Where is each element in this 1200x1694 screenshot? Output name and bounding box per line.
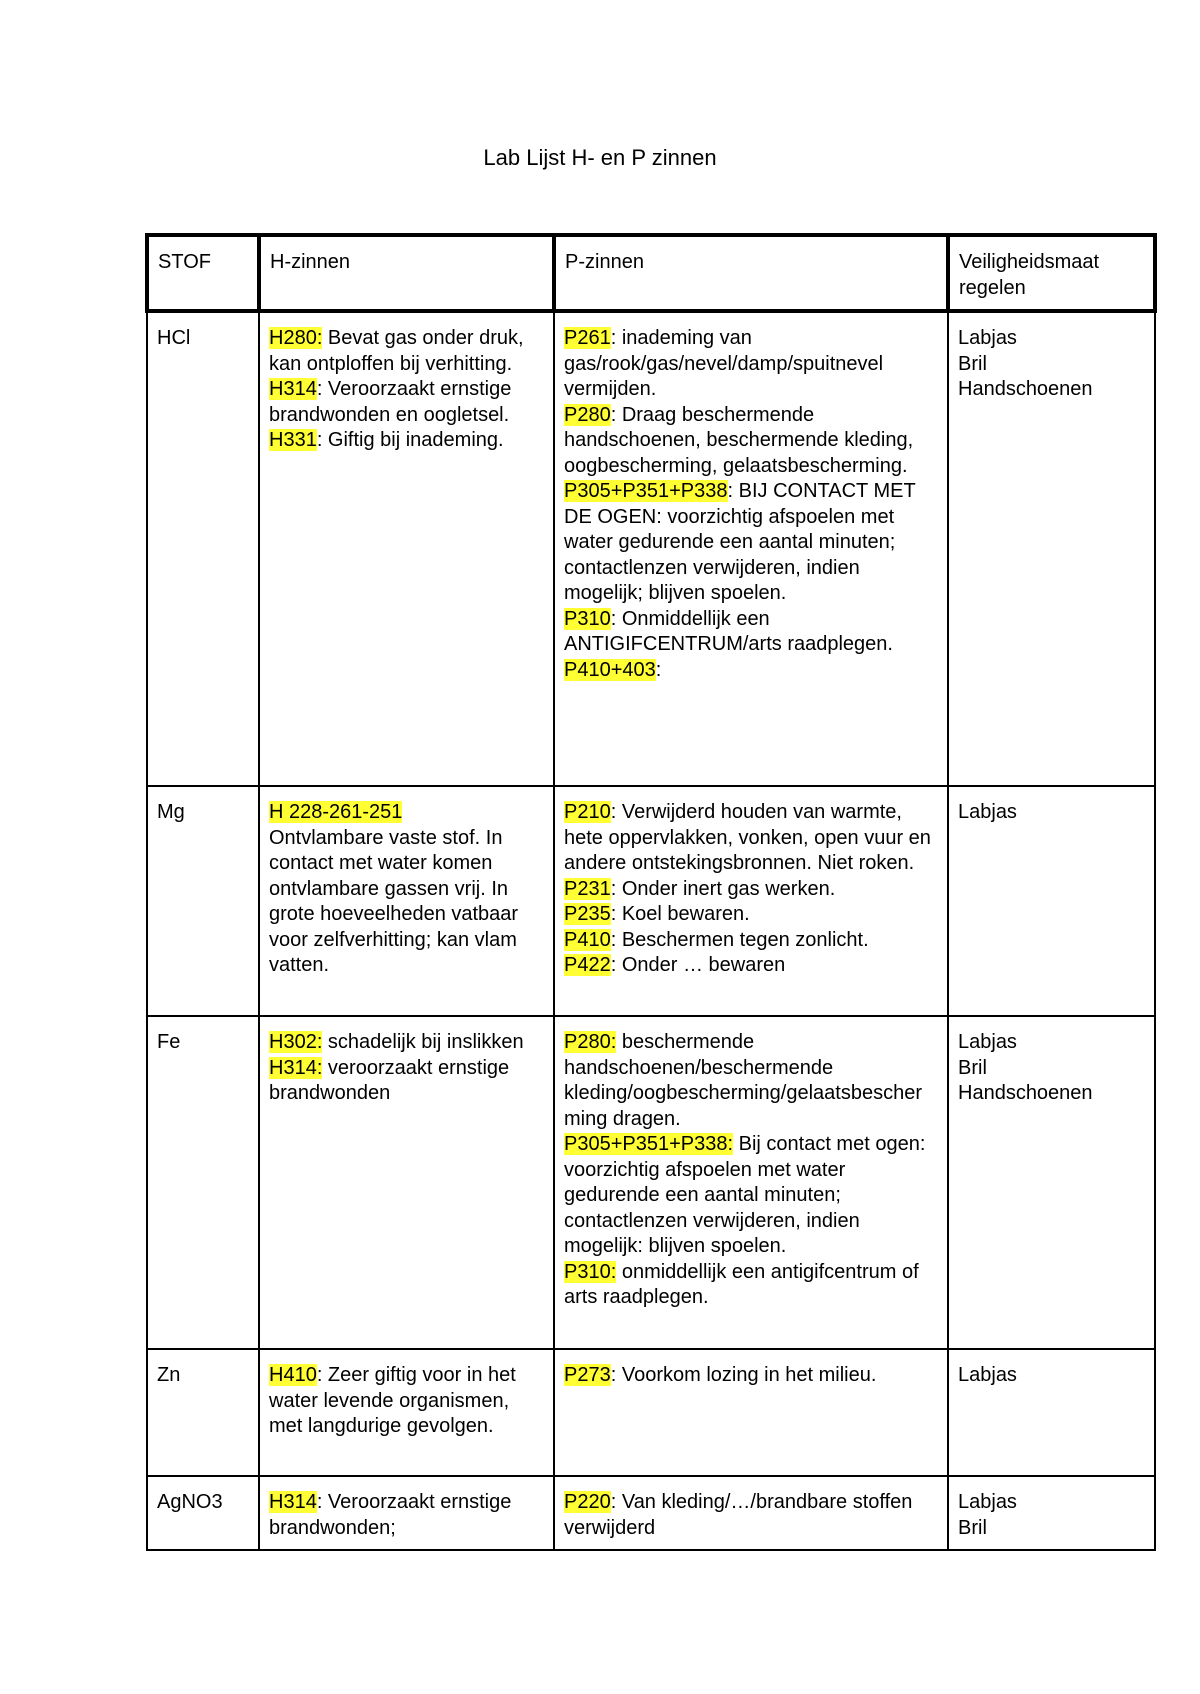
p-text: beschermende handschoenen/beschermende kleding/oogbescherming/gelaatsbescherming dragen. [564, 1031, 923, 1130]
p-code: P280 [564, 403, 611, 426]
maatregelen-cell [948, 1349, 1155, 1476]
p-zinnen-cell [554, 1349, 948, 1476]
p-code: P310 [564, 607, 611, 630]
table-row [147, 311, 1155, 786]
h-zinnen-cell [259, 1016, 554, 1349]
maatregel-item: Bril [958, 1056, 987, 1079]
h-code: H314 [269, 378, 317, 400]
p-code: P410 [564, 928, 611, 951]
document-title: Lab Lijst H- en P zinnen [483, 145, 717, 170]
stof-cell: Mg [147, 786, 259, 1016]
h-code: H410 [269, 1364, 317, 1386]
h-text: : Giftig bij inademing. [316, 429, 504, 451]
p-text: : [655, 658, 662, 681]
maatregelen-cell [948, 311, 1155, 786]
p-code: P310: [564, 1260, 617, 1283]
h-code: H314: [269, 1056, 323, 1079]
maatregel-item: Labjas [958, 327, 1017, 349]
p-text: onmiddellijk een antigifcentrum of arts raadplegen. [564, 1260, 919, 1308]
h-code: H280: [269, 327, 323, 349]
table-row [147, 786, 1155, 1016]
h-zinnen-cell [259, 311, 554, 786]
p-text: : Voorkom lozing in het milieu. [610, 1364, 877, 1386]
p-text: : Onder inert gas werken. [610, 877, 836, 900]
p-code: P305+P351+P338 [564, 480, 728, 502]
h-zinnen-cell [259, 1349, 554, 1476]
header-h-zinnen: H-zinnen [259, 235, 554, 311]
h-code: H302: [269, 1031, 323, 1053]
maatregel-item: Labjas [958, 1491, 1017, 1513]
header-p-zinnen: P-zinnen [554, 235, 948, 311]
h-text: : Veroorzaakt ernstige brandwonden en oogletsel. [269, 378, 512, 426]
maatregel-item: Labjas [958, 801, 1017, 823]
p-text: : BIJ CONTACT MET DE OGEN: voorzichtig afspoelen met water gedurende een aantal minuten; contactlenzen verwijderen, indien mogelijk; blijven spoelen. [564, 480, 916, 604]
h-text: : Veroorzaakt ernstige brandwonden; [269, 1491, 512, 1539]
p-zinnen-cell [554, 1016, 948, 1349]
p-text: Bij contact met ogen: voorzichtig afspoelen met water gedurende een aantal minuten; contactlenzen verwijderen, indien mogelijk: blijven spoelen. [564, 1133, 926, 1257]
maatregelen-cell [948, 1016, 1155, 1349]
h-text: veroorzaakt ernstige brandwonden [269, 1056, 510, 1104]
h-code: H331 [269, 429, 317, 451]
header-stof: STOF [147, 235, 259, 311]
stof-cell: HCl [147, 311, 259, 786]
p-zinnen-cell [554, 786, 948, 1016]
p-text: : Onder … bewaren [610, 954, 786, 976]
p-code: P235 [564, 903, 611, 925]
p-text: : Koel bewaren. [610, 903, 750, 925]
p-text: : Draag beschermende handschoenen, beschermende kleding, oogbescherming, gelaatsbescherming. [564, 403, 914, 477]
p-code: P261 [564, 327, 611, 349]
h-zinnen-cell [259, 786, 554, 1016]
h-text: : Zeer giftig voor in het water levende organismen, met langdurige gevolgen. [269, 1364, 516, 1437]
p-code: P220 [564, 1491, 611, 1513]
p-zinnen-cell [554, 311, 948, 786]
p-code: P231 [564, 877, 611, 900]
stof-cell: AgNO3 [147, 1476, 259, 1550]
table-row [147, 1349, 1155, 1476]
p-zinnen-cell [554, 1476, 948, 1550]
maatregel-item: Handschoenen [958, 1082, 1093, 1104]
h-text: Bevat gas onder druk, kan ontploffen bij verhitting. [269, 327, 524, 375]
p-text: : Verwijderd houden van warmte, hete oppervlakken, vonken, open vuur en andere ontstekingsbronnen. Niet roken. [564, 801, 931, 874]
p-code: P410+403 [564, 658, 656, 681]
header-veiligheidsmaatregelen: Veiligheidsmaat regelen [948, 235, 1155, 311]
h-zinnen-cell [259, 1476, 554, 1550]
stof-cell: Fe [147, 1016, 259, 1349]
h-code: H 228-261-251 [269, 801, 403, 823]
maatregel-item: Bril [958, 352, 987, 375]
h-code: H314 [269, 1491, 317, 1513]
table-row [147, 1476, 1155, 1550]
p-code: P210 [564, 801, 611, 823]
table-row [147, 1016, 1155, 1349]
p-text: : Beschermen tegen zonlicht. [610, 928, 869, 951]
maatregelen-cell [948, 1476, 1155, 1550]
p-code: P422 [564, 954, 611, 976]
maatregel-item: Handschoenen [958, 378, 1093, 400]
hazard-table [145, 233, 1157, 1551]
maatregelen-cell [948, 786, 1155, 1016]
h-text: schadelijk bij inslikken [322, 1031, 524, 1053]
maatregel-item: Labjas [958, 1364, 1017, 1386]
p-text: : Van kleding/…/brandbare stoffen verwijderd [564, 1491, 913, 1539]
h-text: Ontvlambare vaste stof. In contact met water komen ontvlambare gassen vrij. In grote hoeveelheden vatbaar voor zelfverhitting; kan vlam vatten. [269, 826, 519, 976]
maatregel-item: Bril [958, 1516, 987, 1539]
p-code: P280: [564, 1031, 617, 1053]
maatregel-item: Labjas [958, 1031, 1017, 1053]
p-text: : inademing van gas/rook/gas/nevel/damp/spuitnevel vermijden. [564, 327, 884, 400]
table-header-row [147, 235, 1155, 311]
p-code: P273 [564, 1364, 611, 1386]
p-text: : Onmiddellijk een ANTIGIFCENTRUM/arts raadplegen. [564, 607, 893, 655]
stof-cell: Zn [147, 1349, 259, 1476]
p-code: P305+P351+P338: [564, 1133, 734, 1155]
